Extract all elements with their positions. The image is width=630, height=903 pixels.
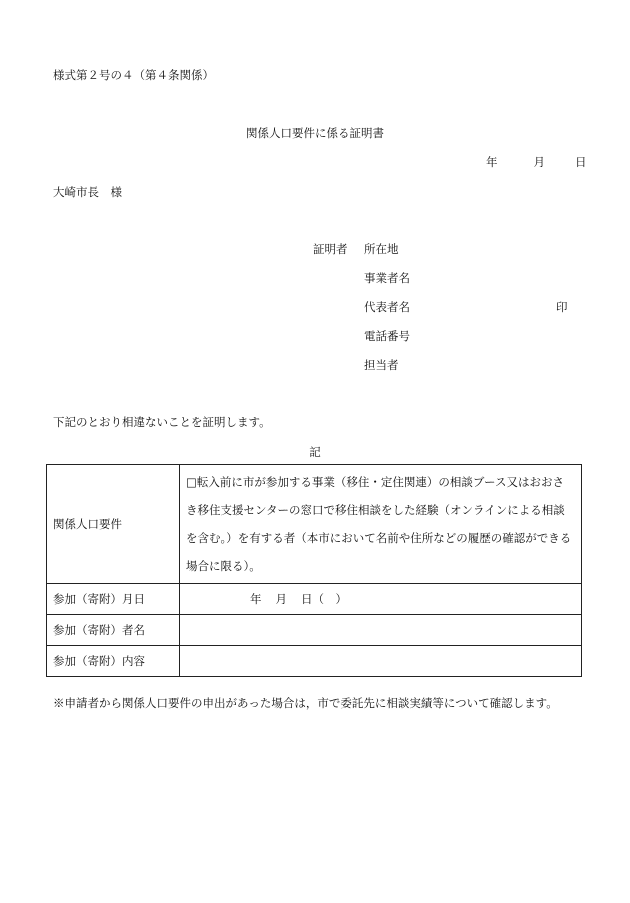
requirement-text: □転入前に市が参加する事業（移住・定住関連）の相談ブース又はおおさき移住支援センターの窓口で移住相談をした経験（オンラインによる相談を含む。）を有する者（本市において名前や住所などの履歴の確認ができる場合に限る）。 xyxy=(186,475,572,573)
certifier-role-label: 証明者 xyxy=(313,242,348,256)
date-year-label: 年 xyxy=(486,155,498,169)
participation-date-field[interactable] xyxy=(180,584,582,615)
date-day-label: 日 xyxy=(575,155,587,169)
certifier-field-contact-person: 担当者 xyxy=(364,358,399,372)
requirement-cell xyxy=(180,465,582,584)
table-row-requirement xyxy=(47,465,582,584)
participation-year-label: 年 xyxy=(250,592,262,606)
certifier-field-representative: 代表者名 xyxy=(364,300,410,314)
footnote: ※申請者から関係人口要件の申出があった場合は，市で委託先に相談実績等について確認します。 xyxy=(53,696,558,710)
addressee: 大崎市長 様 xyxy=(53,185,122,199)
requirement-table xyxy=(46,464,582,677)
certifier-field-phone: 電話番号 xyxy=(364,329,410,343)
table-row-name xyxy=(47,615,582,646)
requirement-label: 関係人口要件 xyxy=(47,465,180,584)
form-number: 様式第２号の４（第４条関係） xyxy=(53,68,214,82)
certification-statement: 下記のとおり相違ないことを証明します。 xyxy=(53,415,271,429)
participation-weekday-label: （ ） xyxy=(312,592,347,606)
participant-name-label: 参加（寄附）者名 xyxy=(47,615,180,646)
table-row-content xyxy=(47,646,582,677)
participation-content-field[interactable] xyxy=(180,646,582,677)
participation-content-label: 参加（寄附）内容 xyxy=(47,646,180,677)
ki-heading: 記 xyxy=(309,445,321,459)
participation-month-label: 月 xyxy=(275,592,287,606)
certifier-field-business-name: 事業者名 xyxy=(364,271,410,285)
participant-name-field[interactable] xyxy=(180,615,582,646)
participation-date-label: 参加（寄附）月日 xyxy=(47,584,180,615)
seal-mark: 印 xyxy=(556,300,568,314)
document-title: 関係人口要件に係る証明書 xyxy=(246,126,384,140)
date-month-label: 月 xyxy=(533,155,545,169)
issue-date xyxy=(486,157,587,169)
table-row-date xyxy=(47,584,582,615)
participation-day-label: 日 xyxy=(301,592,313,606)
certifier-field-address: 所在地 xyxy=(364,242,399,256)
